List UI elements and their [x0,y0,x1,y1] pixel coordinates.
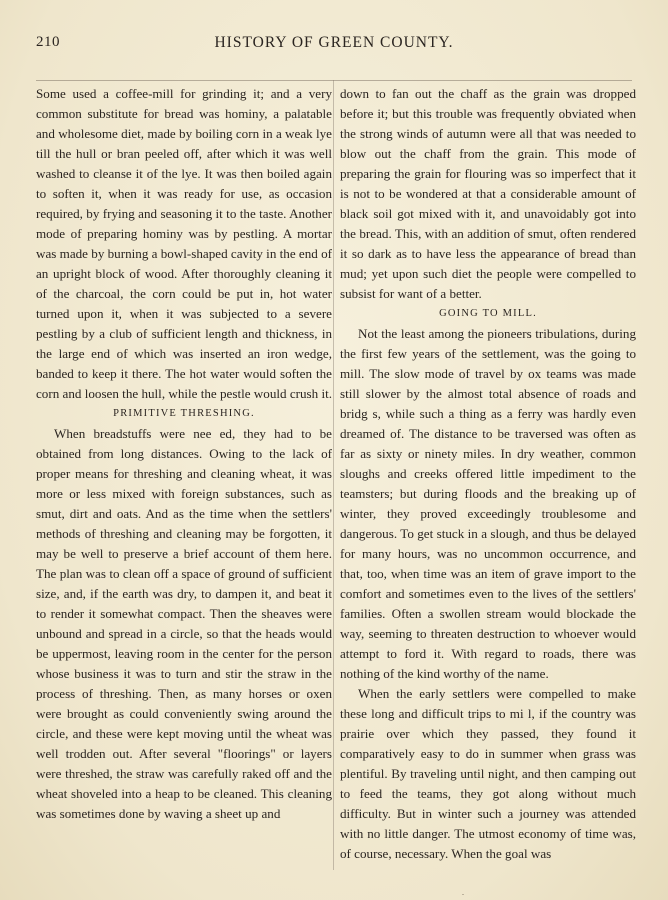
paragraph: Some used a coffee-mill for grinding it; and a very common substitute for bread was hominy, a palatable and wholesome diet, made by boiling corn in a weak lye till the hull or bran peeled off, after which it was well washed to cleanse it of the lye. It was then boiled again to soften it, when it was ready for use, as occasion required, by frying and seasoning it to the taste. Another mode of preparing hominy was by pestling. A mortar was made by burning a bowl-shaped cavity in the end of an upright block of wood. After thoroughly cleaning it of the charcoal, the corn could be put in, hot water turned upon it, when it was subjected to a severe pestling by a club of sufficient length and thickness, in the large end of which was inserted an iron wedge, banded to keep it there. The hot water would soften the corn and loosen the hull, while the pestle would crush it. [36,86,333,401]
header-rule [36,80,632,81]
running-title: HISTORY OF GREEN COUNTY. [214,34,454,51]
paragraph: down to fan out the chaff as the grain was dropped before it; but this trouble was frequently obviated when the strong winds of autumn were all that was needed to blow out the chaff from the grain. This mode of preparing the grain for flouring was so imperfect that it is not to be wondered at that a considerable amount of black soil got mixed with it, and unavoidably got into the bread. This, with an addition of smut, often rendered it so dark as to have less the appearance of bread than mud; yet upon such diet the people were compelled to subsist for want of a better. [340,86,636,301]
page-number: 210 [36,34,60,50]
left-column [36,84,332,824]
section-heading-primitive-threshing: PRIMITIVE THRESHING. [113,408,255,419]
right-column [340,84,636,864]
column-divider [333,80,334,870]
section-heading-going-to-mill: GOING TO MILL. [439,308,537,319]
paragraph: When breadstuffs were nee ed, they had to be obtained from long distances. Owing to the lack of proper means for threshing and cleaning wheat, it was more or less mixed with foreign substances, such as smut, dirt and oats. And as the time when the settlers' methods of threshing and cleaning may be forgotten, it may be well to preserve a brief account of them here. The plan was to clean off a space of ground of sufficient size, and, if the earth was dry, to dampen it, and beat it to render it somewhat compact. Then the sheaves were unbound and spread in a circle, so that the heads would be uppermost, leaving room in the center for the person whose business it was to turn and stir the straw in the process of threshing. Then, as many horses or oxen were brought as could conveniently swing around the circle, and these were kept moving until the wheat was well trodden out. After several "floorings" or layers were threshed, the straw was carefully raked off and the wheat shoveled into a heap to be cleaned. This cleaning was sometimes done by waving a sheet up and [36,426,332,821]
paragraph: When the early settlers were compelled to make these long and difficult trips to mi l, if the country was prairie over which they passed, they found it comparatively easy to do in summer when grass was plentiful. By traveling until night, and then camping out to feed the teams, they got along without much difficulty. But in winter such a journey was attended with no little danger. The utmost economy of time was, of course, necessary. When the goal was [340,686,636,861]
paragraph: Not the least among the pioneers tribulations, during the first few years of the settlement, was the going to mill. The slow mode of travel by ox teams was made still slower by the almost total absence of roads and bridg s, while such a thing as a ferry was hardly even dreamed of. The distance to be traversed was often as far as sixty or ninety miles. In dry weather, common sloughs and creeks offered little impediment to the teamsters; but during floods and the breaking up of winter, they proved exceedingly troublesome and dangerous. To get stuck in a slough, and thus be delayed for many hours, was no uncommon occurrence, and that, too, when time was an item of grave import to the comfort and sometimes even to the lives of the settlers' families. Often a swollen stream would blockade the way, seeming to threaten destruction to whoever would attempt to ford it. With regard to roads, there was nothing of the kind worthy of the name. [340,326,636,681]
footer-mark: . [462,888,464,897]
page-header [36,34,632,58]
